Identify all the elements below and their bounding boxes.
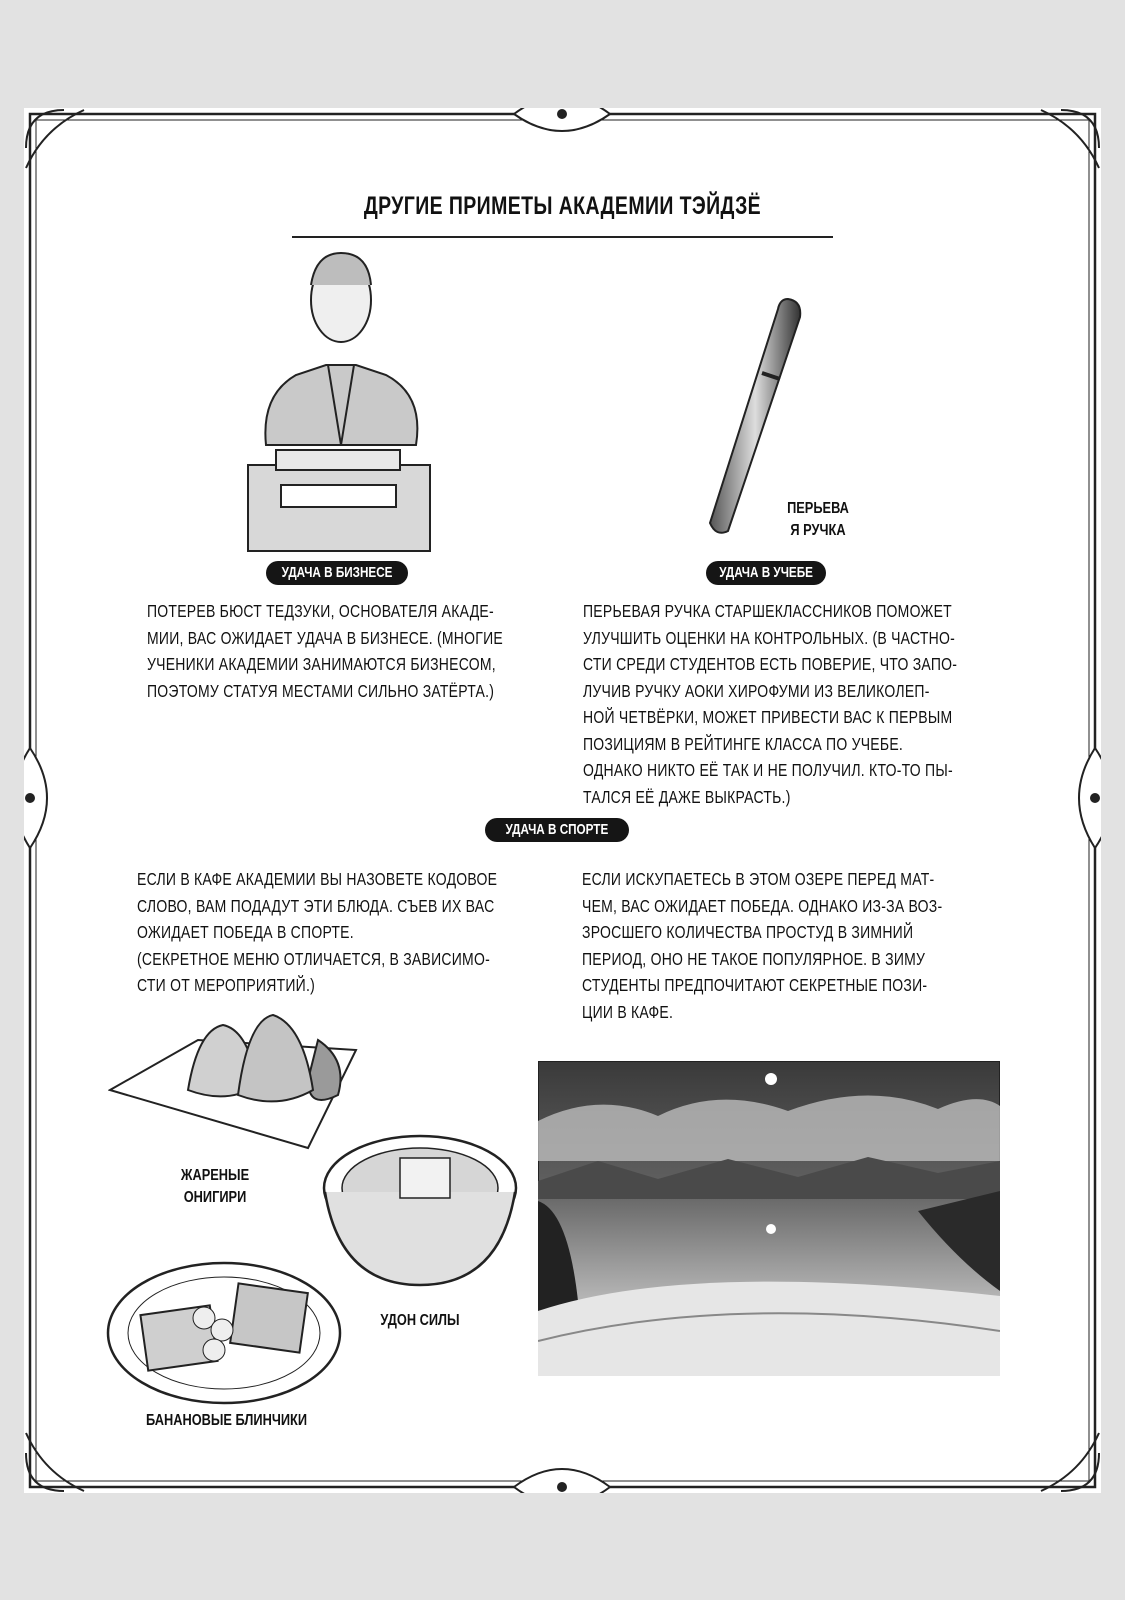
lake-scene-illustration: [538, 1061, 1000, 1376]
badge-business: УДАЧА В БИЗНЕСЕ: [266, 561, 408, 585]
onigiri-illustration: [108, 1000, 358, 1150]
page-title: ДРУГИЕ ПРИМЕТЫ АКАДЕМИИ ТЭЙДЗЁ: [363, 192, 762, 220]
udon-caption: УДОН СИЛЫ: [380, 1312, 460, 1329]
sport-cafe-text: ЕСЛИ В КАФЕ АКАДЕМИИ ВЫ НАЗОВЕТЕ КОДОВОЕ СЛОВО, ВАМ ПОДАДУТ ЭТИ БЛЮДА. СЪЕВ ИХ ВАС ОЖИДАЕТ ПОБЕДА В СПОРТЕ. (СЕКРЕТНОЕ МЕНЮ ОТЛИЧАЕТСЯ, В ЗАВИСИМО- СТИ ОТ МЕРОПРИЯТИЙ.): [137, 869, 498, 995]
sport-lake-text: ЕСЛИ ИСКУПАЕТЕСЬ В ЭТОМ ОЗЕРЕ ПЕРЕД МАТ- ЧЕМ, ВАС ОЖИДАЕТ ПОБЕДА. ОДНАКО ИЗ-ЗА ВОЗ- ЗРОСШЕГО КОЛИЧЕСТВА ПРОСТУД В ЗИМНИЙ ПЕРИОД, ОНО НЕ ТАКОЕ ПОПУЛЯРНОЕ. В ЗИМУ СТУДЕНТЫ ПРЕДПОЧИТАЮТ СЕКРЕТНЫЕ ПОЗИ- ЦИИ В КАФЕ.: [582, 869, 943, 1022]
badge-study: УДАЧА В УЧЕБЕ: [706, 561, 826, 585]
study-text: ПЕРЬЕВАЯ РУЧКА СТАРШЕКЛАССНИКОВ ПОМОЖЕТ УЛУЧШИТЬ ОЦЕНКИ НА КОНТРОЛЬНЫХ. (В ЧАСТНО- СТИ СРЕДИ СТУДЕНТОВ ЕСТЬ ПОВЕРИЕ, ЧТО ЗАПО- ЛУЧИВ РУЧКУ АОКИ ХИРОФУМИ ИЗ ВЕЛИКОЛЕП- НОЙ ЧЕТВЁРКИ, МОЖЕТ ПРИВЕСТИ ВАС К ПЕРВЫМ ПОЗИЦИЯМ В РЕЙТИНГЕ КЛАССА ПО УЧЕБЕ. ОДНАКО НИКТО ЕЁ ТАК И НЕ ПОЛУЧИЛ. КТО-ТО ПЫ- ТАЛСЯ ЕЁ ДАЖЕ ВЫКРАСТЬ.): [583, 601, 958, 807]
banana-pancakes-illustration: [104, 1258, 344, 1408]
founder-bust-illustration: [246, 245, 446, 555]
onigiri-caption: ЖАРЕНЫЕ ОНИГИРИ: [180, 1167, 250, 1206]
title-underline: [292, 236, 833, 238]
pancakes-caption: БАНАНОВЫЕ БЛИНЧИКИ: [146, 1412, 308, 1429]
business-text: ПОТЕРЕВ БЮСТ ТЕДЗУКИ, ОСНОВАТЕЛЯ АКАДЕ- МИИ, ВАС ОЖИДАЕТ УДАЧА В БИЗНЕСЕ. (МНОГИЕ УЧЕНИКИ АКАДЕМИИ ЗАНИМАЮТСЯ БИЗНЕСОМ, ПОЭТОМУ СТАТУЯ МЕСТАМИ СИЛЬНО ЗАТЁРТА.): [147, 601, 503, 701]
pen-caption: ПЕРЬЕВА Я РУЧКА: [787, 500, 849, 539]
badge-sport: УДАЧА В СПОРТЕ: [485, 818, 629, 842]
udon-bowl-illustration: [320, 1130, 520, 1290]
